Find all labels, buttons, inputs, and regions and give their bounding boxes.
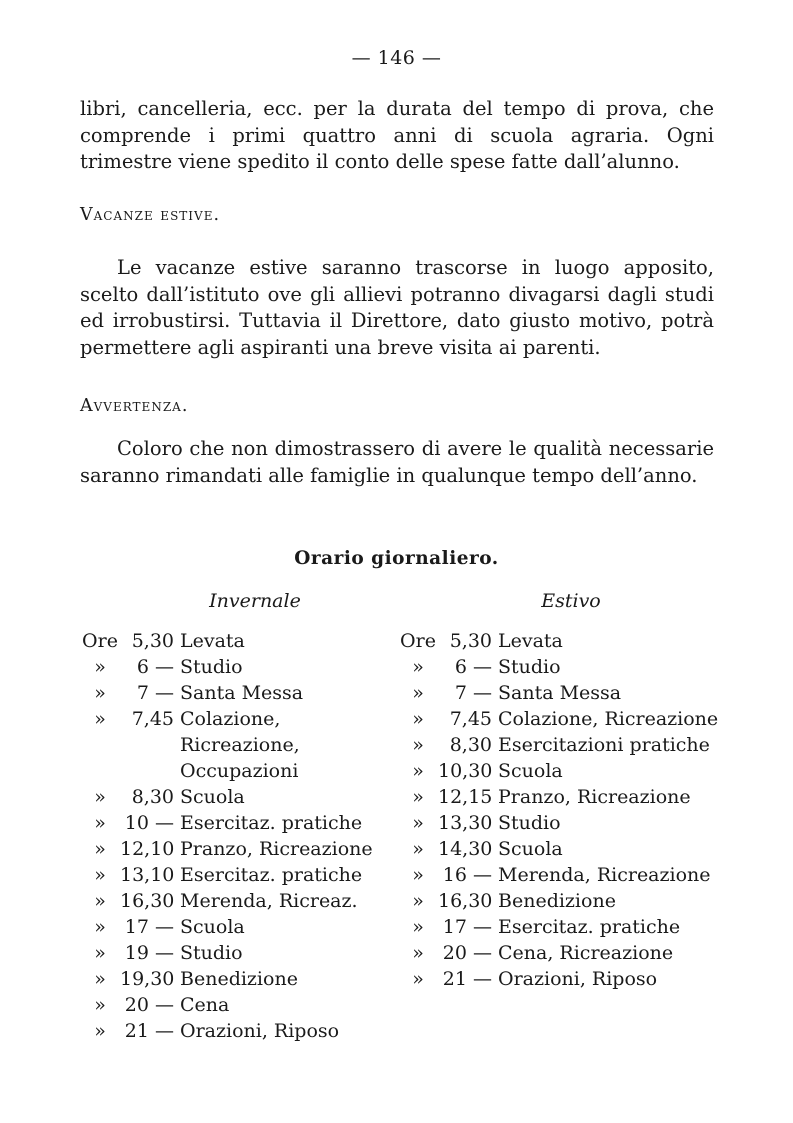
- activity-label: Colazione, Ricreazione: [498, 708, 719, 730]
- schedule-row: [398, 784, 718, 810]
- schedule-row: [398, 654, 718, 680]
- time-value: 7,45: [449, 708, 492, 730]
- time-value: 5,30: [131, 630, 174, 652]
- schedule-row: [80, 654, 390, 680]
- time-prefix: »: [94, 916, 106, 938]
- schedule-row: [398, 680, 718, 706]
- time-prefix: »: [94, 786, 106, 808]
- page-number: — 146 —: [351, 47, 442, 69]
- column-heading-estivo: Estivo: [541, 590, 601, 612]
- activity-label: Studio: [498, 656, 561, 678]
- activity-label: Pranzo, Ricreazione: [498, 786, 691, 808]
- time-value: 13,10: [120, 864, 175, 886]
- time-value: 16 —: [442, 864, 492, 886]
- time-prefix: »: [94, 994, 106, 1016]
- schedule-row: [398, 888, 718, 914]
- vacanze-paragraph: Le vacanze estive saranno trascorse in luogo apposito, scelto dall’istituto ove gli allievi potranno divagarsi dagli studi ed irrobustirsi. Tuttavia il Direttore, dato giusto motivo, potrà permettere agli aspiranti una breve visita ai parenti.: [80, 256, 714, 359]
- activity-label: Scuola: [180, 916, 245, 938]
- time-prefix: »: [94, 812, 106, 834]
- time-prefix: »: [412, 734, 424, 756]
- activity-label: Esercitaz. pratiche: [180, 812, 363, 834]
- time-value: 13,30: [438, 812, 493, 834]
- schedule-row: [80, 1018, 390, 1044]
- time-value: 19 —: [124, 942, 174, 964]
- time-value: 7 —: [136, 682, 174, 704]
- activity-label: Studio: [498, 812, 561, 834]
- schedule-row: [80, 914, 390, 940]
- time-prefix: »: [412, 786, 424, 808]
- schedule-row: [80, 784, 390, 810]
- time-prefix: »: [94, 864, 106, 886]
- time-prefix: »: [412, 916, 424, 938]
- time-value: 17 —: [442, 916, 492, 938]
- time-value: 10,30: [438, 760, 493, 782]
- time-prefix: »: [94, 890, 106, 912]
- time-prefix: »: [412, 890, 424, 912]
- time-prefix: »: [94, 656, 106, 678]
- intro-paragraph: libri, cancelleria, ecc. per la durata del tempo di prova, che comprende i primi quattro anni di scuola agraria. Ogni trimestre viene spedito il conto delle spese fatte dall’alunno.: [80, 97, 714, 173]
- schedule-row: [398, 836, 718, 862]
- schedule-row: [80, 888, 390, 914]
- activity-label: Orazioni, Riposo: [180, 1020, 340, 1042]
- time-value: 6 —: [454, 656, 492, 678]
- avvertenza-paragraph: Coloro che non dimostrassero di avere le qualità necessarie saranno rimandati alle famiglie in qualunque tempo dell’anno.: [80, 437, 714, 487]
- time-value: 12,15: [438, 786, 493, 808]
- schedule-row: [80, 706, 390, 784]
- activity-label: Santa Messa: [498, 682, 622, 704]
- schedule-row: [398, 914, 718, 940]
- time-prefix: Ore: [82, 630, 118, 652]
- time-prefix: »: [94, 942, 106, 964]
- schedule-row: [80, 836, 390, 862]
- schedule-row: [398, 706, 718, 732]
- activity-label: Scuola: [180, 786, 245, 808]
- activity-label: Merenda, Ricreazione: [498, 864, 711, 886]
- schedule-title: Orario giornaliero.: [294, 548, 499, 569]
- schedule-row: [398, 940, 718, 966]
- schedule-row: [398, 862, 718, 888]
- activity-label: Esercitaz. pratiche: [498, 916, 681, 938]
- activity-label: Colazione, Ricreazione, Occupazioni: [180, 708, 300, 782]
- column-heading-invernale: Invernale: [209, 590, 301, 612]
- time-value: 20 —: [124, 994, 174, 1016]
- time-value: 17 —: [124, 916, 174, 938]
- time-value: 12,10: [120, 838, 175, 860]
- time-value: 8,30: [449, 734, 492, 756]
- schedule-row: [80, 680, 390, 706]
- activity-label: Orazioni, Riposo: [498, 968, 658, 990]
- schedule-row: [80, 862, 390, 888]
- schedule-estivo: [398, 628, 718, 992]
- activity-label: Cena, Ricreazione: [498, 942, 674, 964]
- time-prefix: »: [94, 838, 106, 860]
- schedule-row: [80, 966, 390, 992]
- activity-label: Studio: [180, 942, 243, 964]
- activity-label: Benedizione: [498, 890, 616, 912]
- schedule-invernale: [80, 628, 390, 1044]
- activity-label: Esercitazioni pratiche: [498, 734, 710, 756]
- time-prefix: »: [94, 682, 106, 704]
- time-prefix: »: [412, 656, 424, 678]
- activity-label: Scuola: [498, 760, 563, 782]
- time-value: 8,30: [131, 786, 174, 808]
- time-value: 10 —: [124, 812, 174, 834]
- time-value: 14,30: [438, 838, 493, 860]
- time-value: 21 —: [442, 968, 492, 990]
- time-value: 19,30: [120, 968, 175, 990]
- time-value: 7,45: [131, 708, 174, 730]
- schedule-row: [398, 810, 718, 836]
- time-prefix: »: [412, 864, 424, 886]
- time-prefix: »: [412, 812, 424, 834]
- schedule-row: [398, 628, 718, 654]
- time-prefix: »: [412, 942, 424, 964]
- activity-label: Levata: [180, 630, 245, 652]
- activity-label: Cena: [180, 994, 230, 1016]
- time-value: 16,30: [438, 890, 493, 912]
- schedule-row: [80, 810, 390, 836]
- time-value: 21 —: [124, 1020, 174, 1042]
- activity-label: Santa Messa: [180, 682, 304, 704]
- time-value: 6 —: [136, 656, 174, 678]
- time-prefix: »: [412, 682, 424, 704]
- activity-label: Studio: [180, 656, 243, 678]
- activity-label: Esercitaz. pratiche: [180, 864, 363, 886]
- activity-label: Benedizione: [180, 968, 298, 990]
- time-prefix: »: [94, 1020, 106, 1042]
- vacanze-heading: Vacanze estive.: [80, 205, 221, 225]
- activity-label: Pranzo, Ricreazione: [180, 838, 373, 860]
- schedule-row: [398, 966, 718, 992]
- time-prefix: »: [412, 760, 424, 782]
- time-prefix: »: [94, 708, 106, 730]
- time-prefix: Ore: [400, 630, 436, 652]
- time-prefix: »: [412, 708, 424, 730]
- time-value: 5,30: [449, 630, 492, 652]
- schedule-row: [398, 758, 718, 784]
- schedule-row: [80, 628, 390, 654]
- schedule-row: [80, 992, 390, 1018]
- time-prefix: »: [412, 838, 424, 860]
- time-value: 20 —: [442, 942, 492, 964]
- avvertenza-heading: Avvertenza.: [80, 396, 189, 416]
- time-value: 16,30: [120, 890, 175, 912]
- activity-label: Levata: [498, 630, 563, 652]
- activity-label: Merenda, Ricreaz.: [180, 890, 358, 912]
- schedule-row: [398, 732, 718, 758]
- schedule-row: [80, 940, 390, 966]
- activity-label: Scuola: [498, 838, 563, 860]
- time-value: 7 —: [454, 682, 492, 704]
- time-prefix: »: [412, 968, 424, 990]
- time-prefix: »: [94, 968, 106, 990]
